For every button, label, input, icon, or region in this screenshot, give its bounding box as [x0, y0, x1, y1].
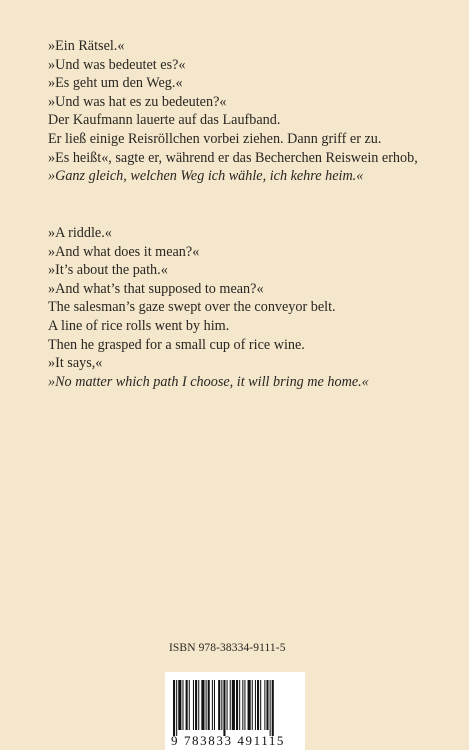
- barcode-bar: [260, 680, 261, 730]
- barcode-bar: [252, 680, 253, 730]
- barcode-bar: [227, 680, 228, 730]
- barcode-bar: [214, 680, 215, 730]
- barcode: [165, 672, 305, 750]
- barcode-bar: [257, 680, 259, 730]
- english-line: »It says,«: [48, 355, 103, 372]
- barcode-bar: [176, 680, 177, 736]
- barcode-bar: [248, 680, 251, 730]
- barcode-bar: [221, 680, 222, 730]
- barcode-bar: [201, 680, 204, 730]
- german-line: »Es heißt«, sagte er, während er das Becherchen Reiswein erhob,: [48, 149, 418, 166]
- barcode-bar: [239, 680, 240, 730]
- english-passage: [48, 224, 448, 391]
- german-line: »Ganz gleich, welchen Weg ich wähle, ich kehre heim.«: [48, 168, 364, 185]
- barcode-bar: [212, 680, 213, 730]
- barcode-bar: [208, 680, 210, 730]
- barcode-bar: [266, 680, 268, 730]
- german-passage: [48, 37, 448, 186]
- barcode-bar: [236, 680, 238, 730]
- barcode-digits: 9 783833 491115: [171, 733, 286, 748]
- barcode-bar: [264, 680, 265, 730]
- barcode-bar: [272, 680, 274, 736]
- barcode-bar: [232, 680, 235, 730]
- barcode-bar: [189, 680, 190, 730]
- german-line: »Es geht um den Weg.«: [48, 75, 183, 92]
- barcode-bar: [186, 680, 188, 730]
- german-line: »Und was bedeutet es?«: [48, 56, 186, 73]
- english-line: »And what does it mean?«: [48, 243, 200, 260]
- barcode-bar: [230, 680, 231, 730]
- barcode-bar: [198, 680, 199, 730]
- barcode-bar: [195, 680, 197, 730]
- barcode-bar: [270, 680, 271, 736]
- german-line: »Ein Rätsel.«: [48, 38, 125, 54]
- english-line: The salesman’s gaze swept over the conveyor belt.: [48, 299, 336, 316]
- english-line: »A riddle.«: [48, 225, 112, 241]
- barcode-bar: [244, 680, 245, 730]
- english-line: Then he grasped for a small cup of rice wine.: [48, 336, 305, 353]
- barcode-bar: [173, 680, 175, 736]
- english-line: »It’s about the path.«: [48, 262, 168, 279]
- barcode-bar: [223, 680, 225, 736]
- german-line: Er ließ einige Reisröllchen vorbei ziehen. Dann griff er zu.: [48, 130, 382, 147]
- german-line: Der Kaufmann lauerte auf das Laufband.: [48, 112, 281, 129]
- barcode-bar: [255, 680, 256, 730]
- isbn-label: ISBN 978-38334-9111-5: [169, 642, 286, 654]
- barcode-bar: [206, 680, 207, 730]
- barcode-bar: [242, 680, 243, 730]
- english-line: »No matter which path I choose, it will bring me home.«: [48, 373, 369, 390]
- english-line: »And what’s that supposed to mean?«: [48, 280, 264, 297]
- barcode-bar: [218, 680, 220, 730]
- barcode-bar: [193, 680, 194, 730]
- barcode-bar: [178, 680, 181, 730]
- english-line: A line of rice rolls went by him.: [48, 317, 230, 334]
- german-line: »Und was hat es zu bedeuten?«: [48, 93, 227, 110]
- barcode-bar: [182, 680, 183, 730]
